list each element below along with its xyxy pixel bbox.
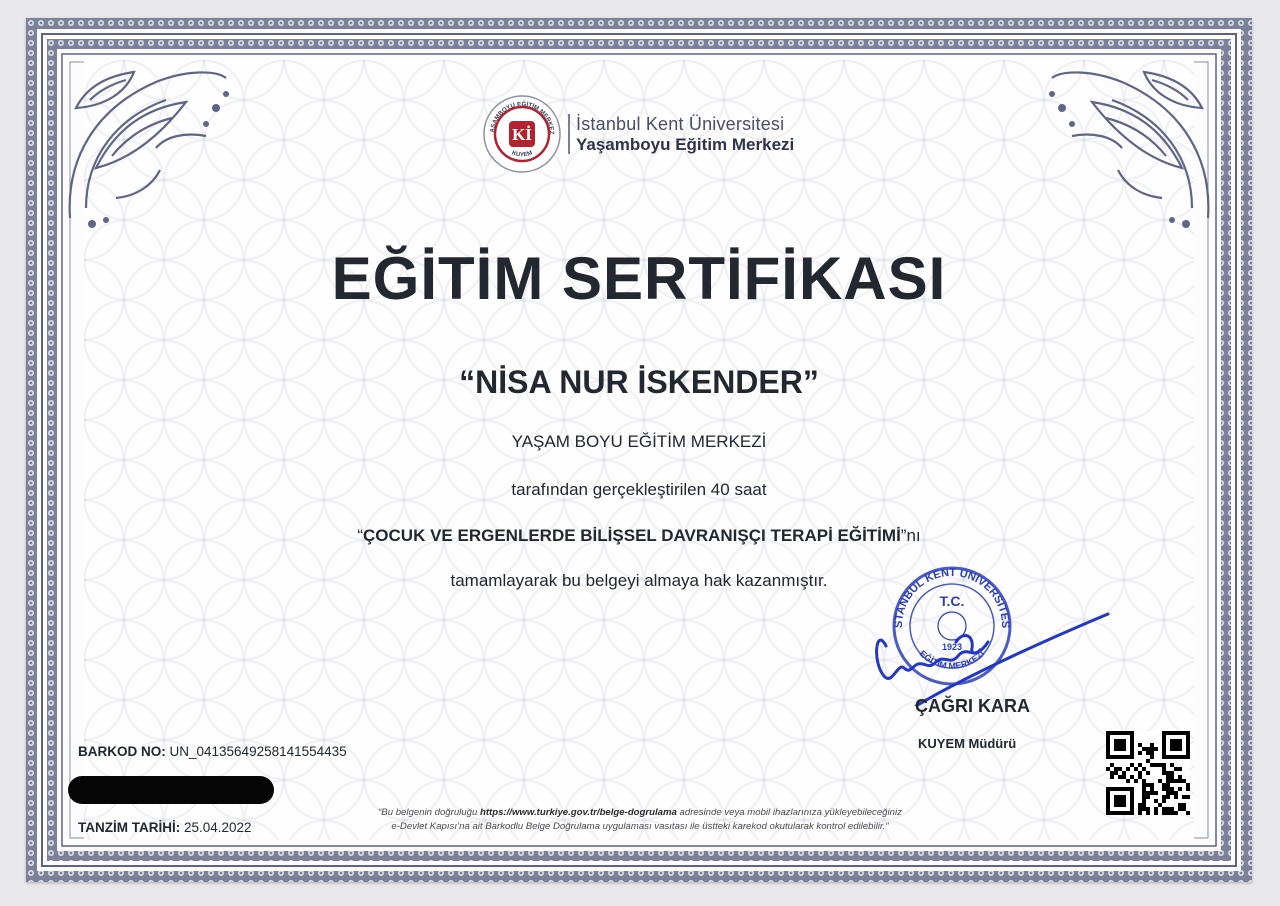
official-stamp-and-signature — [846, 566, 1116, 706]
verification-url[interactable]: https://www.turkiye.gov.tr/belge-dogrulama — [479, 807, 677, 818]
svg-text:İSTANBUL KENT ÜNİVERSİTESİ: STANBUL KENT ÜNİVERSİTES — [892, 566, 1012, 629]
institution-logo — [482, 94, 794, 174]
svg-text:YAŞAMBOYU EĞİTİM MERKEZİ: AŞAMBOYU EĞİTİM MERKEZ — [488, 100, 556, 135]
svg-text:T.C.: T.C. — [939, 593, 965, 609]
svg-text:Kİ: Kİ — [512, 125, 532, 144]
course-suffix: ”nı — [900, 526, 921, 545]
svg-text:KUYEM: KUYEM — [510, 150, 534, 159]
issue-date: TANZİM TARİHİ: 25.04.2022 — [78, 820, 252, 835]
signatory-role: KUYEM Müdürü — [918, 736, 1017, 751]
qr-code-icon — [1106, 731, 1190, 815]
signatory-name: ÇAĞRI KARA — [915, 696, 1030, 716]
verification-note: “Bu belgenin doğruluğu https://www.turkiye.gov.tr/belge-dogrulama adresinde veya mobil ihazlarınıza yükleyebileceğiniz e-Devlet Kapısı’na ait Barkodlu Belge Doğrulama uygulaması vasıtası ile üstteki karekod okutularak kontrol edilebilir.” — [378, 807, 902, 833]
svg-text:1923: 1923 — [941, 642, 963, 652]
corner-ornament-right-icon — [1042, 48, 1222, 238]
certificate-sheet — [26, 18, 1252, 882]
corner-ornament-left-icon — [56, 48, 236, 238]
issuer-line: YAŞAM BOYU EĞİTİM MERKEZİ — [511, 432, 767, 451]
course-name: ÇOCUK VE ERGENLERDE BİLİŞSEL DAVRANIŞÇI TERAPİ EĞİTİMİ — [363, 526, 901, 545]
recipient-name: “NİSA NUR İSKENDER” — [459, 364, 819, 400]
certificate-title: EĞİTİM SERTİFİKASI — [331, 245, 947, 312]
svg-text:EĞİTİM MERKEZİ: EĞİTİM MERKEZİ — [917, 648, 987, 671]
redaction-bar — [68, 776, 274, 804]
completion-line: tamamlayarak bu belgeyi almaya hak kazanmıştır. — [450, 571, 828, 590]
course-open-quote: “ — [357, 526, 364, 545]
signature-icon — [877, 614, 1108, 706]
logo-university-name: İstanbul Kent Üniversitesi — [576, 113, 785, 134]
kuyem-seal-icon — [482, 94, 562, 174]
duration-line: tarafından gerçekleştirilen 40 saat — [511, 480, 767, 499]
barcode-number: BARKOD NO: UN_04135649258141554435 — [78, 744, 347, 759]
logo-center-name: Yaşamboyu Eğitim Merkezi — [576, 134, 795, 154]
course-line — [26, 526, 1252, 546]
